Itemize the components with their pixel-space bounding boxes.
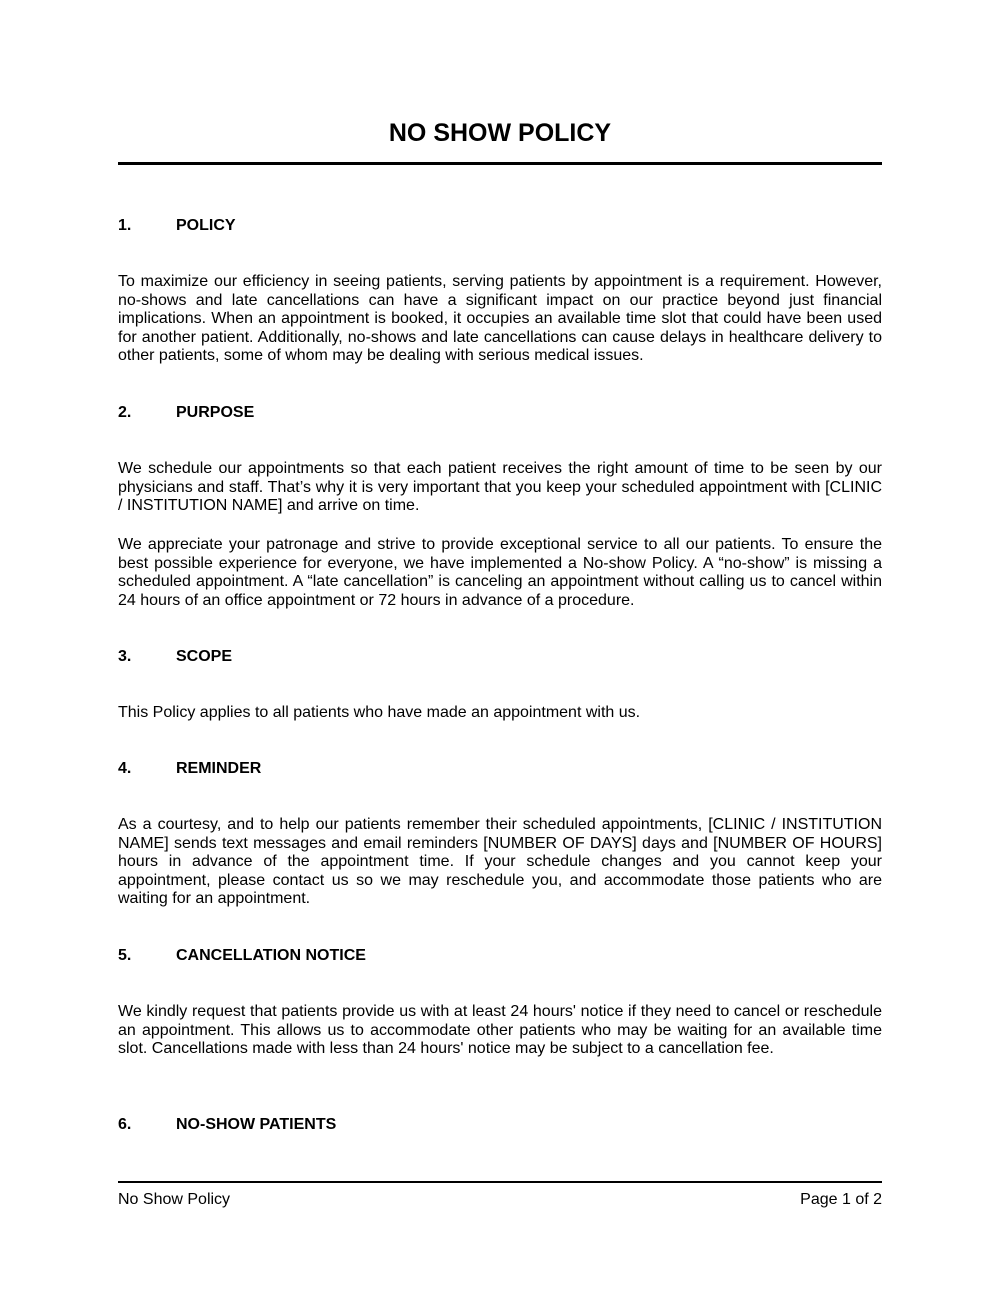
section-title: PURPOSE (176, 404, 255, 421)
policy-paragraph: To maximize our efficiency in seeing patients, serving patients by appointment is a requirement. However, no-shows and late cancellations can have a significant impact on our practice beyond just financial implications. When an appointment is booked, it occupies an available time slot that could have been used for another patient. Additionally, no-shows and late cancellations can cause delays in healthcare delivery to other patients, some of whom may be dealing with serious medical issues. (118, 273, 882, 365)
section-title: NO-SHOW PATIENTS (176, 1116, 337, 1133)
purpose-paragraph-2: We appreciate your patronage and strive to provide exceptional service to all our patients. To ensure the best possible experience for everyone, we have implemented a No-show Policy. A “no-show” is missing a scheduled appointment. A “late cancellation” is canceling an appointment without calling us to cancel within 24 hours of an office appointment or 72 hours in advance of a procedure. (118, 536, 882, 609)
section-number: 4. (118, 760, 132, 777)
cancellation-notice-paragraph: We kindly request that patients provide us with at least 24 hours' notice if they need to cancel or reschedule an appointment. This allows us to accommodate other patients who may be waiting for an available time slot. Cancellations made with less than 24 hours' notice may be subject to a cancellation fee. (118, 1003, 882, 1058)
section-heading-cancellation-notice (118, 946, 882, 966)
purpose-paragraph-1: We schedule our appointments so that each patient receives the right amount of time to be seen by our physicians and staff. That’s why it is very important that you keep your scheduled appointment with [CLINIC / INSTITUTION NAME] and arrive on time. (118, 460, 882, 515)
title-divider (118, 162, 882, 165)
section-heading-reminder (118, 759, 882, 779)
section-number: 3. (118, 648, 132, 665)
section-title: CANCELLATION NOTICE (176, 947, 366, 964)
section-number: 2. (118, 404, 132, 421)
section-title: REMINDER (176, 760, 262, 777)
document-title: NO SHOW POLICY (388, 119, 612, 147)
section-number: 1. (118, 217, 132, 234)
document-page (118, 0, 882, 1290)
section-number: 6. (118, 1116, 132, 1133)
section-heading-purpose (118, 403, 882, 423)
section-heading-policy (118, 216, 882, 236)
section-title: SCOPE (176, 648, 233, 665)
section-number: 5. (118, 947, 132, 964)
reminder-paragraph: As a courtesy, and to help our patients remember their scheduled appointments, [CLINIC / INSTITUTION NAME] sends text messages and email reminders [NUMBER OF DAYS] days and [NUMBER OF HOURS] hours in advance of the appointment time. If your schedule changes and you cannot keep your appointment, please contact us so we may reschedule you, and accommodate those patients who are waiting for an appointment. (118, 816, 882, 908)
scope-paragraph: This Policy applies to all patients who have made an appointment with us. (118, 704, 641, 721)
section-title: POLICY (176, 217, 236, 234)
section-heading-no-show-patients (118, 1115, 882, 1135)
footer-page-number: Page 1 of 2 (800, 1191, 882, 1208)
footer-document-name: No Show Policy (118, 1191, 231, 1208)
footer-divider (118, 1181, 882, 1183)
section-heading-scope (118, 647, 882, 667)
